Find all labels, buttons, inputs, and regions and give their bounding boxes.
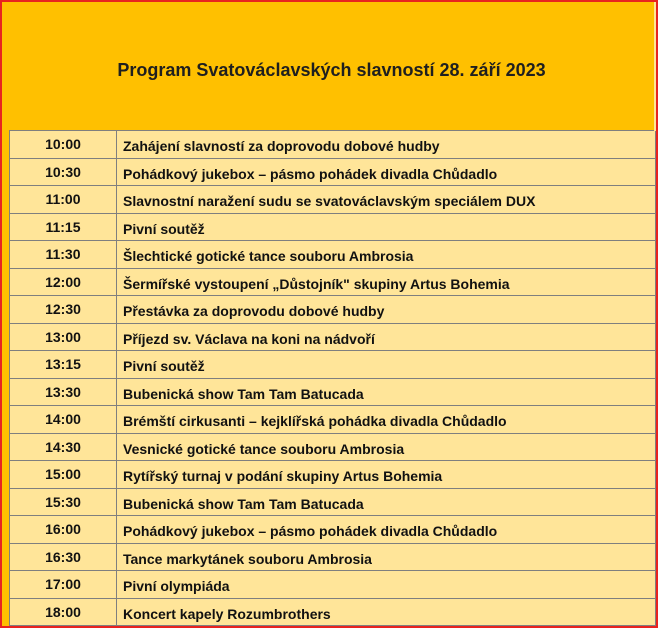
- time-cell: 13:30: [10, 379, 117, 406]
- event-cell: Pohádkový jukebox – pásmo pohádek divadla Chůdadlo: [123, 165, 498, 182]
- event-cell: Bubenická show Tam Tam Batucada: [123, 385, 364, 402]
- event-cell: Pivní soutěž: [123, 220, 205, 237]
- table-row: [10, 379, 655, 407]
- time-cell: 11:15: [10, 214, 117, 241]
- event-cell: Slavnostní naražení sudu se svatováclavským speciálem DUX: [123, 193, 536, 209]
- time-cell: 15:30: [10, 489, 117, 516]
- table-row: [10, 351, 655, 379]
- time-cell: 13:15: [10, 351, 117, 378]
- time-cell: 10:30: [10, 159, 117, 186]
- time-cell: 16:00: [10, 516, 117, 543]
- event-cell: Bubenická show Tam Tam Batucada: [123, 495, 364, 512]
- table-row: [10, 131, 655, 159]
- event-cell: Tance markytánek souboru Ambrosia: [123, 550, 372, 567]
- table-row: [10, 461, 655, 489]
- table-row: [10, 186, 655, 214]
- time-cell: 15:00: [10, 461, 117, 488]
- time-cell: 12:00: [10, 269, 117, 296]
- event-cell: Koncert kapely Rozumbrothers: [123, 605, 331, 622]
- table-row: [10, 159, 655, 187]
- time-cell: 18:00: [10, 599, 117, 626]
- table-row: [10, 544, 655, 572]
- event-cell: Příjezd sv. Václava na koni na nádvoří: [123, 330, 375, 347]
- table-row: [10, 324, 655, 352]
- table-row: [10, 296, 655, 324]
- table-row: [10, 516, 655, 544]
- event-cell: Šlechtické gotické tance souboru Ambrosia: [123, 248, 414, 264]
- table-row: [10, 241, 655, 269]
- time-cell: 14:30: [10, 434, 117, 461]
- left-accent-strip: [2, 2, 9, 626]
- event-cell: Vesnické gotické tance souboru Ambrosia: [123, 440, 405, 457]
- event-cell: Rytířský turnaj v podání skupiny Artus Bohemia: [123, 468, 443, 484]
- event-cell: Brémští cirkusanti – kejklířská pohádka divadla Chůdadlo: [123, 413, 507, 429]
- table-row: [10, 214, 655, 242]
- schedule-table: [9, 131, 656, 626]
- event-cell: Pivní olympiáda: [123, 578, 230, 594]
- table-row: [10, 489, 655, 517]
- event-cell: Pohádkový jukebox – pásmo pohádek divadla Chůdadlo: [123, 523, 498, 539]
- header-banner: [9, 2, 654, 131]
- time-cell: 14:00: [10, 406, 117, 433]
- table-row: [10, 434, 655, 462]
- time-cell: 10:00: [10, 131, 117, 158]
- event-cell: Přestávka za doprovodu dobové hudby: [123, 303, 385, 319]
- event-cell: Šermířské vystoupení „Důstojník" skupiny Artus Bohemia: [123, 275, 510, 292]
- time-cell: 12:30: [10, 296, 117, 323]
- table-row: [10, 571, 655, 599]
- table-row: [10, 269, 655, 297]
- table-row: [10, 599, 655, 627]
- time-cell: 11:00: [10, 186, 117, 213]
- table-row: [10, 406, 655, 434]
- time-cell: 17:00: [10, 571, 117, 598]
- page-title: Program Svatováclavských slavností 28. září 2023: [117, 59, 546, 80]
- time-cell: 16:30: [10, 544, 117, 571]
- event-cell: Zahájení slavností za doprovodu dobové hudby: [123, 138, 440, 154]
- time-cell: 11:30: [10, 241, 117, 268]
- event-cell: Pivní soutěž: [123, 358, 205, 374]
- time-cell: 13:00: [10, 324, 117, 351]
